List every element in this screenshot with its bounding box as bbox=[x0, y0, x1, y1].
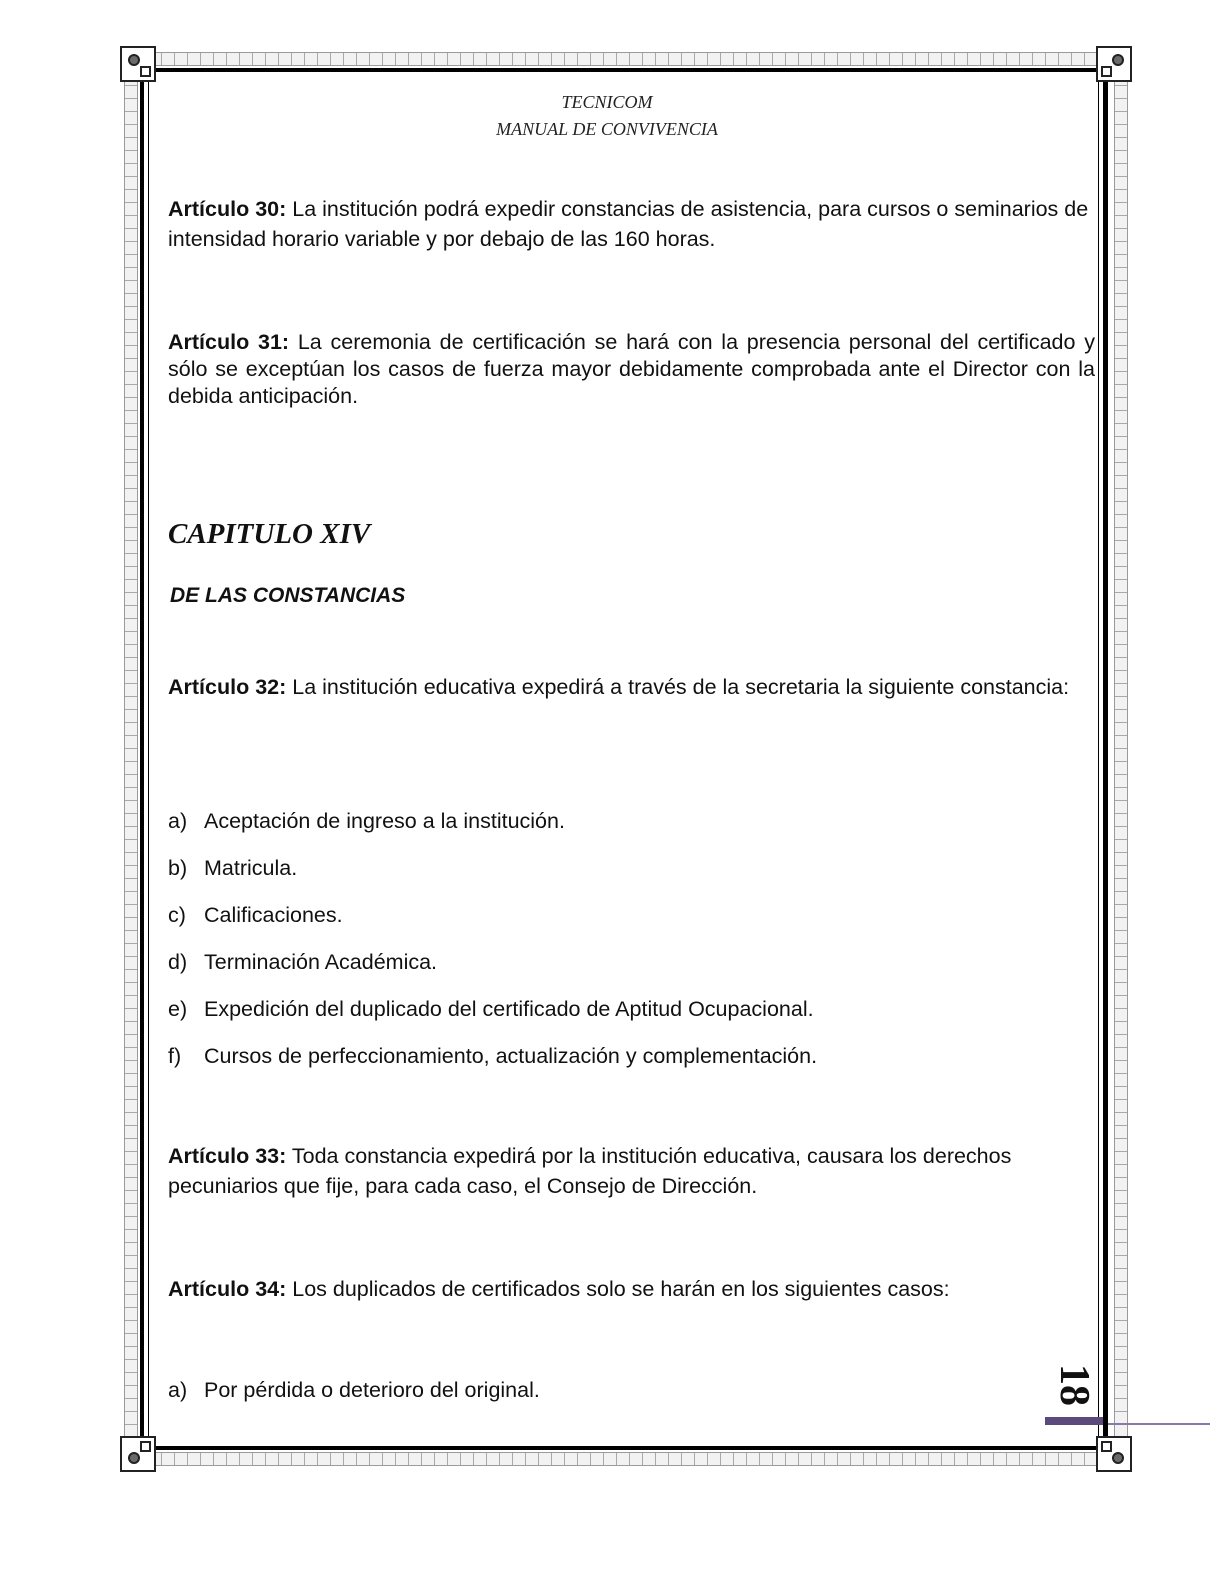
header-subtitle: MANUAL DE CONVIVENCIA bbox=[496, 119, 718, 139]
list-item bbox=[168, 1376, 540, 1404]
frame-border-right bbox=[1114, 54, 1128, 1464]
article-text: La institución podrá expedir constancias de asistencia, para cursos o seminarios de intensidad horario variable y por debajo de las 160 horas. bbox=[168, 197, 1089, 251]
header-title: TECNICOM bbox=[561, 92, 653, 112]
article-30 bbox=[168, 194, 1095, 254]
list-marker: c) bbox=[168, 903, 186, 927]
frame-rule-left-inner bbox=[148, 76, 149, 1442]
article-label: Artículo 31: bbox=[168, 330, 290, 354]
frame-rule-left bbox=[140, 68, 144, 1450]
list-text: Por pérdida o deterioro del original. bbox=[204, 1378, 540, 1402]
list-item bbox=[168, 901, 343, 929]
frame-rule-right bbox=[1103, 68, 1108, 1450]
list-marker: e) bbox=[168, 997, 188, 1021]
article-31 bbox=[168, 329, 1095, 410]
article-label: Artículo 33: bbox=[168, 1144, 287, 1168]
article-32 bbox=[168, 672, 1095, 702]
list-marker: a) bbox=[168, 809, 188, 833]
article-text: Los duplicados de certificados solo se harán en los siguientes casos: bbox=[286, 1277, 950, 1301]
list-marker: d) bbox=[168, 950, 188, 974]
frame-border-bottom bbox=[122, 1452, 1128, 1466]
frame-rule-top bbox=[138, 68, 1114, 72]
list-text: Expedición del duplicado del certificado de Aptitud Ocupacional. bbox=[204, 997, 814, 1021]
article-33 bbox=[168, 1141, 1095, 1201]
article-label: Artículo 32: bbox=[168, 675, 287, 699]
list-text: Aceptación de ingreso a la institución. bbox=[204, 809, 565, 833]
page-number-bar bbox=[1045, 1417, 1103, 1425]
page-number-rule bbox=[1108, 1423, 1210, 1425]
frame-corner-ornament bbox=[1096, 46, 1132, 82]
list-text: Cursos de perfeccionamiento, actualización y complementación. bbox=[204, 1044, 818, 1068]
frame-rule-bottom bbox=[138, 1446, 1114, 1450]
article-text: La institución educativa expedirá a través de la secretaria la siguiente constancia: bbox=[286, 675, 1070, 699]
article-text: Toda constancia expedirá por la institución educativa, causara los derechos pecuniarios que fije, para cada caso, el Consejo de Dirección. bbox=[168, 1144, 1012, 1198]
list-item bbox=[168, 807, 565, 835]
article-34 bbox=[168, 1274, 1095, 1304]
list-item bbox=[168, 1042, 817, 1070]
frame-corner-ornament bbox=[120, 46, 156, 82]
page-number: 18 bbox=[1051, 1364, 1097, 1406]
list-text: Matricula. bbox=[204, 856, 298, 880]
article-label: Artículo 30: bbox=[168, 197, 287, 221]
article-label: Artículo 34: bbox=[168, 1277, 287, 1301]
list-text: Terminación Académica. bbox=[204, 950, 438, 974]
list-marker: a) bbox=[168, 1378, 188, 1402]
frame-border-top bbox=[122, 52, 1128, 66]
list-text: Calificaciones. bbox=[204, 903, 343, 927]
chapter-title: CAPITULO XIV bbox=[168, 518, 371, 550]
list-marker: f) bbox=[168, 1044, 182, 1068]
frame-border-left bbox=[124, 54, 138, 1464]
list-item bbox=[168, 854, 297, 882]
frame-corner-ornament bbox=[120, 1436, 156, 1472]
chapter-subtitle: DE LAS CONSTANCIAS bbox=[170, 584, 406, 607]
list-item bbox=[168, 995, 814, 1023]
frame-corner-ornament bbox=[1096, 1436, 1132, 1472]
list-marker: b) bbox=[168, 856, 188, 880]
frame-rule-right-inner bbox=[1098, 76, 1099, 1442]
list-item bbox=[168, 948, 437, 976]
article-text: La ceremonia de certificación se hará con la presencia personal del certificado y sólo se exceptúan los casos de fuerza mayor debidamente comprobada ante el Director con la debida anticipación. bbox=[168, 330, 1095, 408]
